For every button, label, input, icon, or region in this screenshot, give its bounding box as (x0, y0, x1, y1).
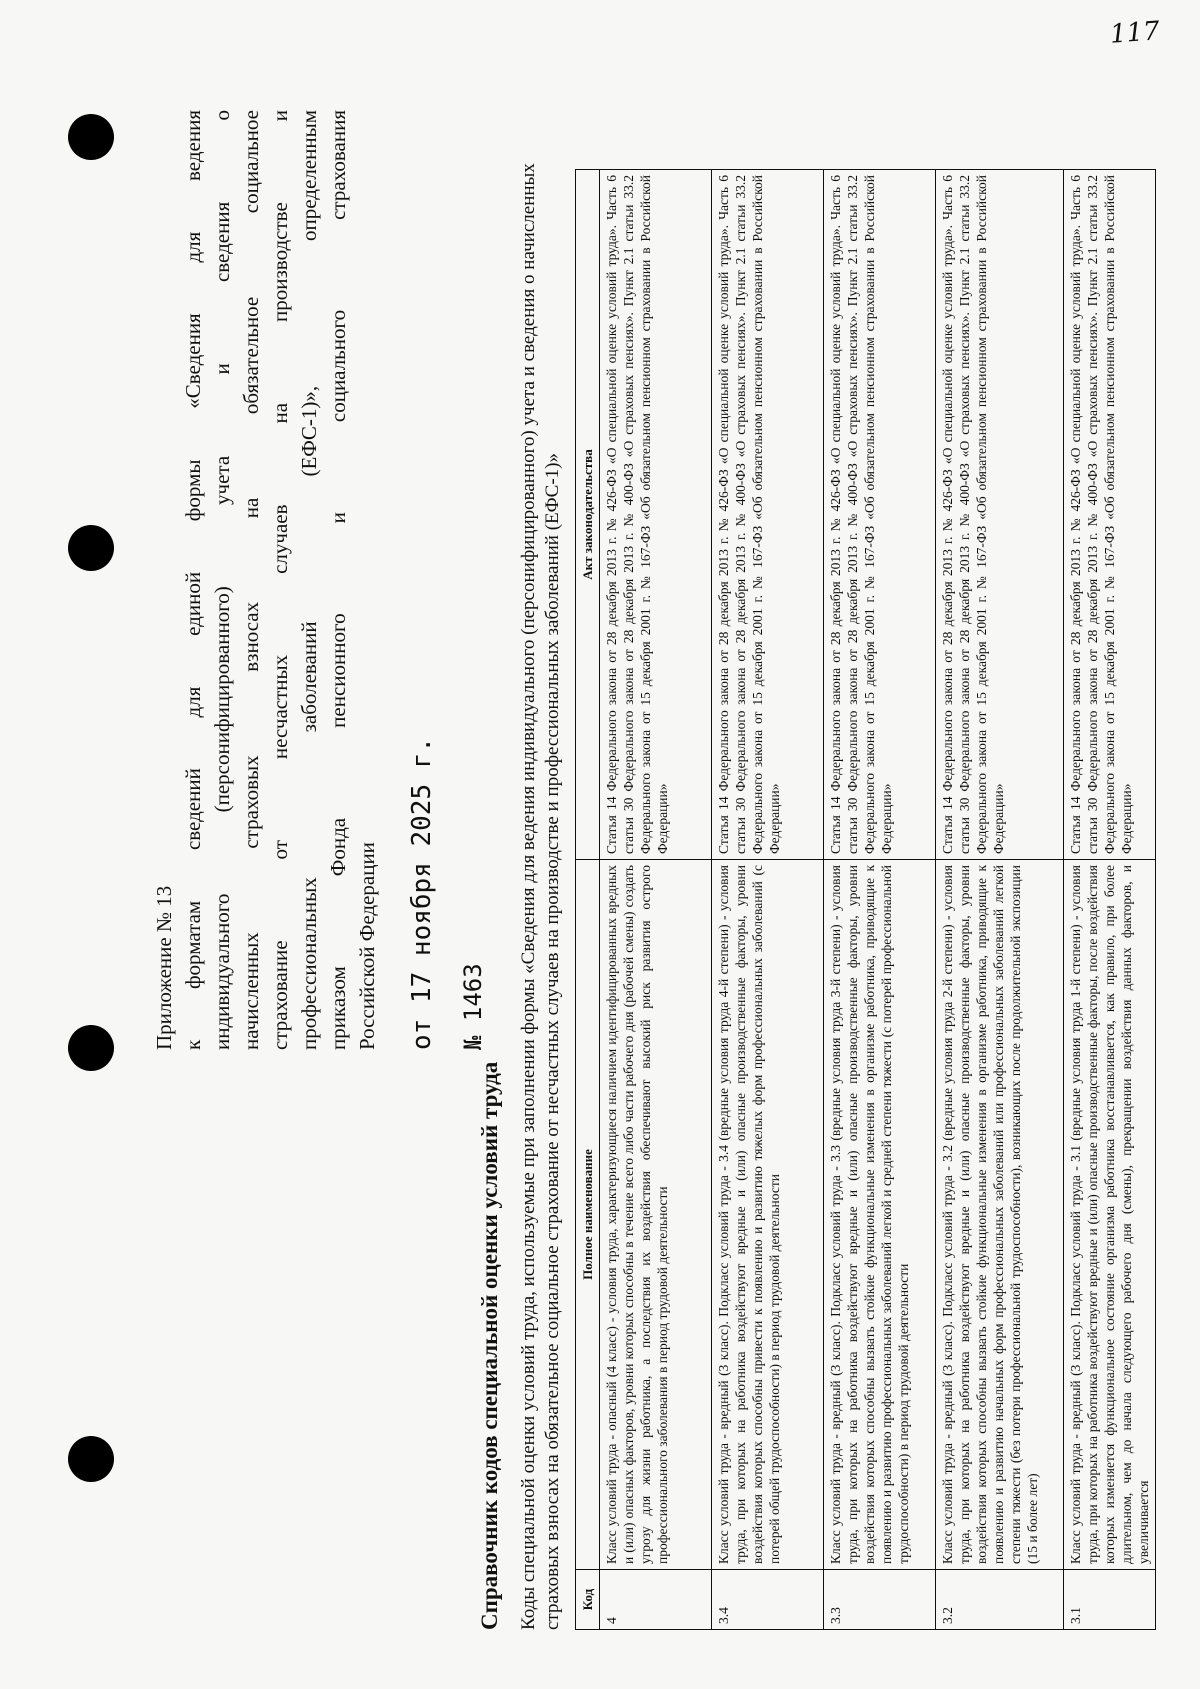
reference-title: Справочник кодов специальной оценки условий труда (477, 1061, 502, 1630)
row-code: 4 (600, 1570, 712, 1630)
column-header-name: Полное наименование (576, 860, 600, 1570)
appendix-line: индивидуального (персонифицированного) учета и сведения о (210, 110, 234, 1050)
table-row (600, 170, 712, 1630)
row-code: 3.3 (824, 1570, 936, 1630)
appendix-line: страхование от несчастных случаев на производстве и (268, 110, 292, 1050)
row-name: Класс условий труда - опасный (4 класс) - условия труда, характеризующиеся наличием идентифицированных вредных и (или) опасных факторов, уровни которых способны в течение всего либо части рабочего дня (рабочей смены) создать угрозу для жизни работника, а последствия их воздействия обеспечивают высокий риск развития острого профессионального заболевания в период трудовой деятельности (600, 860, 712, 1570)
punch-hole-1 (68, 114, 114, 160)
page-number: 117 (1109, 16, 1161, 50)
row-code: 3.2 (936, 1570, 1064, 1630)
table-row (712, 170, 824, 1630)
order-number: № 1463 (459, 963, 487, 1050)
table-header-row (576, 170, 600, 1630)
appendix-line: профессиональных заболеваний (ЕФС-1)», определенным (297, 110, 321, 1050)
appendix-line: Приложение № 13 (152, 885, 176, 1050)
punch-hole-3 (68, 1025, 114, 1071)
row-code: 3.4 (712, 1570, 824, 1630)
punch-hole-4 (68, 1436, 114, 1482)
appendix-line: начисленных страховых взносах на обязательное социальное (239, 110, 263, 1050)
codes-table (575, 169, 1156, 1630)
table-row (1064, 170, 1156, 1630)
row-name: Класс условий труда - вредный (3 класс). Подкласс условий труда - 3.2 (вредные условия труда 2-й степени) - условия труда, при которых на работника воздействуют вредные и (или) опасные производственные факторы, уровни воздействия которых способны вызвать стойкие функциональные изменения в организме работника, приводящие к появлению и развитию начальных форм профессиональных заболеваний или профессиональных заболеваний легкой степени тяжести (без потери профессиональной трудоспособности), возникающих после продолжительной экспозиции (15 и более лет) (936, 860, 1064, 1570)
row-law: Статья 14 Федерального закона от 28 декабря 2013 г. № 426-ФЗ «О специальной оценке условий труда». Часть 6 статьи 30 Федерального закона от 28 декабря 2013 г. № 400-ФЗ «О страховых пенсиях». Пункт 2.1 статьи 33.2 Федерального закона от 15 декабря 2001 г. № 167-ФЗ «Об обязательном пенсионном страховании в Российской Федерации» (712, 170, 824, 860)
column-header-law: Акт законодательства (576, 170, 600, 860)
row-code: 3.1 (1064, 1570, 1156, 1630)
row-law: Статья 14 Федерального закона от 28 декабря 2013 г. № 426-ФЗ «О специальной оценке условий труда». Часть 6 статьи 30 Федерального закона от 28 декабря 2013 г. № 400-ФЗ «О страховых пенсиях». Пункт 2.1 статьи 33.2 Федерального закона от 15 декабря 2001 г. № 167-ФЗ «Об обязательном пенсионном страховании в Российской Федерации» (824, 170, 936, 860)
appendix-header (150, 110, 488, 1050)
row-law: Статья 14 Федерального закона от 28 декабря 2013 г. № 426-ФЗ «О специальной оценке условий труда». Часть 6 статьи 30 Федерального закона от 28 декабря 2013 г. № 400-ФЗ «О страховых пенсиях». Пункт 2.1 статьи 33.2 Федерального закона от 15 декабря 2001 г. № 167-ФЗ «Об обязательном пенсионном страховании в Российской Федерации» (600, 170, 712, 860)
table-row (824, 170, 936, 1630)
order-date: от 17 ноября 2025 г. (407, 736, 437, 1050)
column-header-code: Код (576, 1570, 600, 1630)
row-name: Класс условий труда - вредный (3 класс). Подкласс условий труда - 3.1 (вредные условия труда 1-й степени) - условия труда, при которых на работника воздействуют вредные и (или) опасные производственные факторы, после воздействия которых изменяется функциональное состояние организма работника восстанавливается, как правило, при более длительном, чем до начала следующего рабочего дня (смены), прекращении воздействия данных факторов, и увеличивается (1064, 860, 1156, 1570)
table-row (936, 170, 1064, 1630)
row-law: Статья 14 Федерального закона от 28 декабря 2013 г. № 426-ФЗ «О специальной оценке условий труда». Часть 6 статьи 30 Федерального закона от 28 декабря 2013 г. № 400-ФЗ «О страховых пенсиях». Пункт 2.1 статьи 33.2 Федерального закона от 15 декабря 2001 г. № 167-ФЗ «Об обязательном пенсионном страховании в Российской Федерации» (1064, 170, 1156, 860)
appendix-line: Российской Федерации (355, 842, 379, 1050)
punch-hole-2 (68, 525, 114, 571)
rotated-page-content (150, 110, 1200, 1630)
row-name: Класс условий труда - вредный (3 класс). Подкласс условий труда - 3.3 (вредные условия труда 3-й степени) - условия труда, при которых на работника воздействуют вредные и (или) опасные производственные факторы, уровни воздействия которых способны вызвать стойкие функциональные изменения в организме работника, приводящие к появлению и развитию профессиональных заболеваний легкой и средней степени тяжести (с потерей профессиональной трудоспособности) в период трудовой деятельности (824, 860, 936, 1570)
row-name: Класс условий труда - вредный (3 класс). Подкласс условий труда - 3.4 (вредные условия труда 4-й степени) - условия труда, при которых на работника воздействуют вредные и (или) опасные производственные факторы, уровни воздействия которых способны привести к появлению и развитию тяжелых форм профессиональных заболеваний (с потерей общей трудоспособности) в период трудовой деятельности (712, 860, 824, 1570)
appendix-line: к форматам сведений для единой формы «Сведения для ведения (181, 110, 205, 1050)
appendix-line: приказом Фонда пенсионного и социального страхования (326, 110, 350, 1050)
row-law: Статья 14 Федерального закона от 28 декабря 2013 г. № 426-ФЗ «О специальной оценке условий труда». Часть 6 статьи 30 Федерального закона от 28 декабря 2013 г. № 400-ФЗ «О страховых пенсиях». Пункт 2.1 статьи 33.2 Федерального закона от 15 декабря 2001 г. № 167-ФЗ «Об обязательном пенсионном страховании в Российской Федерации» (936, 170, 1064, 860)
reference-description: Коды специальной оценки условий труда, используемые при заполнении формы «Сведения для ведения индивидуального (персонифицированного) учета и сведения о начисленных страховых взносах на обязательное социальное страхование от несчастных случаев на производстве и профессиональных заболеваний (ЕФС-1)» (518, 163, 563, 1630)
